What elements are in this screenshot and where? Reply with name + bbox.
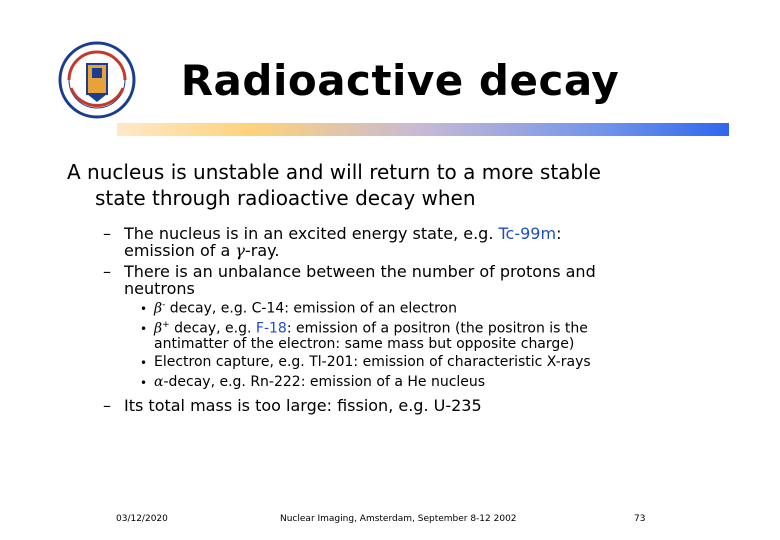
footer-page-number: 73 [634, 514, 646, 524]
electron-capture-item: Electron capture, e.g. Tl-201: emission of characteristic X-rays [154, 354, 591, 370]
tc99m-highlight: Tc-99m [498, 224, 557, 243]
dash-bullet: – [103, 262, 111, 281]
beta-minus-text: decay, e.g. C-14: emission of an electron [165, 300, 457, 317]
beta-plus-text: decay, e.g. [169, 320, 256, 337]
beta-symbol: β [154, 320, 163, 337]
dash-bullet: – [103, 224, 111, 243]
alpha-symbol: α [154, 374, 164, 390]
beta-minus-item [154, 300, 457, 317]
footer-event: Nuclear Imaging, Amsterdam, September 8-12 2002 [280, 514, 517, 524]
unbalance-line-2: neutrons [124, 279, 195, 298]
excited-colon: : [556, 224, 562, 243]
beta-plus-text-2: : emission of a positron (the positron is the [286, 320, 588, 337]
emission-text: emission of a [124, 241, 236, 260]
slide-title: Radioactive decay [180, 56, 620, 105]
ray-text: -ray. [244, 241, 280, 260]
alpha-decay-text: -decay, e.g. Rn-222: emission of a He nucleus [163, 374, 486, 390]
minus-superscript: - [162, 300, 166, 310]
alpha-decay-item [154, 374, 485, 390]
f18-highlight: F-18 [255, 320, 287, 337]
dot-bullet: • [140, 376, 148, 390]
intro-line-1: A nucleus is unstable and will return to a more stable [67, 160, 601, 184]
dot-bullet: • [140, 302, 148, 316]
dash-bullet: – [103, 396, 111, 415]
unbalance-line-1: There is an unbalance between the number of protons and [124, 262, 596, 281]
title-gradient-bar [117, 123, 729, 136]
dot-bullet: • [140, 356, 148, 370]
university-seal-logo [57, 40, 137, 120]
beta-plus-item [154, 320, 588, 337]
excited-state-line-2 [124, 241, 279, 260]
excited-state-text: The nucleus is in an excited energy state, e.g. [124, 224, 499, 243]
beta-plus-line-2: antimatter of the electron: same mass but opposite charge) [154, 336, 575, 352]
gamma-symbol: γ [235, 241, 245, 260]
dot-bullet: • [140, 322, 148, 336]
fission-item: Its total mass is too large: fission, e.g. U-235 [124, 396, 482, 415]
footer-date: 03/12/2020 [116, 514, 168, 524]
intro-line-2: state through radioactive decay when [95, 186, 476, 210]
beta-symbol: β [154, 300, 163, 317]
plus-superscript: + [162, 320, 170, 330]
